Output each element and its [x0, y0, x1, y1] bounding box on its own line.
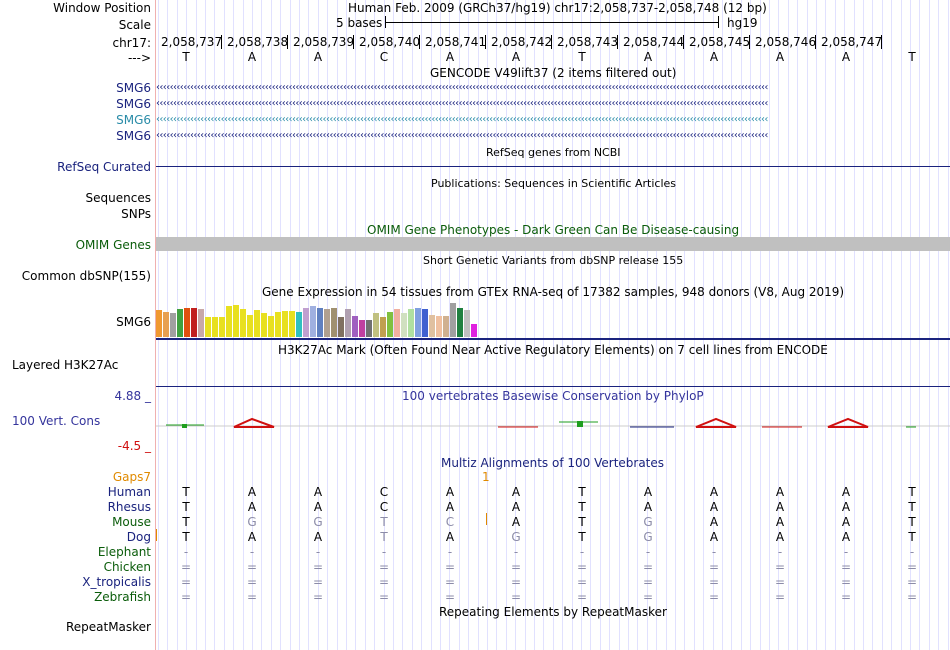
gtex-tissue-bar[interactable] — [275, 312, 281, 337]
alignment-base: T — [578, 515, 586, 529]
gtex-tissue-bar[interactable] — [471, 324, 477, 337]
alignment-base: = — [642, 590, 654, 604]
alignment-base: = — [378, 590, 390, 604]
alignment-base: T — [578, 485, 586, 499]
dog-insertion-marker — [156, 529, 157, 541]
alignment-base: A — [841, 530, 851, 544]
species-label-human[interactable]: Human — [107, 485, 151, 499]
alignment-base: = — [444, 560, 456, 574]
alignment-base: - — [579, 545, 585, 559]
alignment-base: = — [906, 590, 918, 604]
gtex-tissue-bar[interactable] — [415, 308, 421, 337]
alignment-base: - — [447, 545, 453, 559]
publications-sequences-label[interactable]: Sequences — [85, 191, 151, 205]
alignment-base: = — [180, 560, 192, 574]
alignment-base: = — [642, 560, 654, 574]
gtex-tissue-bar[interactable] — [338, 317, 344, 337]
publications-track-title[interactable]: Publications: Sequences in Scientific Articles — [431, 177, 676, 190]
alignment-base: = — [378, 575, 390, 589]
alignment-base: A — [775, 485, 785, 499]
reference-base: T — [578, 50, 586, 64]
ruler-position: 2,058,745 — [689, 35, 751, 49]
gtex-tissue-bar[interactable] — [247, 315, 253, 337]
gtex-tissue-bar[interactable] — [464, 310, 470, 337]
alignment-base: A — [775, 515, 785, 529]
reference-base: A — [313, 50, 323, 64]
refseq-label[interactable]: RefSeq Curated — [57, 160, 151, 174]
gtex-tissue-bar[interactable] — [394, 309, 400, 337]
alignment-base: - — [711, 545, 717, 559]
alignment-base: = — [906, 575, 918, 589]
refseq-track-title[interactable]: RefSeq genes from NCBI — [486, 146, 621, 159]
alignment-base: T — [578, 500, 586, 514]
alignment-base: = — [840, 560, 852, 574]
gtex-tissue-bar[interactable] — [457, 308, 463, 337]
alignment-base: A — [445, 500, 455, 514]
gtex-tissue-bar[interactable] — [184, 308, 190, 337]
alignment-base: - — [645, 545, 651, 559]
multiz-track-title[interactable]: Multiz Alignments of 100 Vertebrates — [441, 456, 665, 470]
gtex-tissue-bar[interactable] — [422, 309, 428, 337]
gtex-tissue-bar[interactable] — [317, 308, 323, 337]
alignment-base: - — [909, 545, 915, 559]
gtex-tissue-bar[interactable] — [303, 308, 309, 337]
gtex-tissue-bar[interactable] — [366, 320, 372, 337]
reference-base: C — [379, 50, 389, 64]
chrom-label: chr17: — [112, 36, 151, 50]
gencode-transcript-3[interactable]: ‹‹‹‹‹‹‹‹‹‹‹‹‹‹‹‹‹‹‹‹‹‹‹‹‹‹‹‹‹‹‹‹‹‹‹‹‹‹‹‹‹‹‹‹‹‹‹‹‹‹‹‹‹‹‹‹‹‹‹‹‹‹‹‹‹‹‹‹‹‹‹‹‹‹‹‹‹‹‹‹‹‹‹‹‹‹‹‹‹‹‹‹‹‹‹‹‹‹‹‹‹‹‹‹‹‹‹‹‹‹‹‹‹‹‹‹‹‹‹‹‹‹‹‹‹‹‹‹‹‹‹‹‹‹‹‹‹‹‹‹‹‹‹‹‹‹‹‹‹‹‹‹‹‹‹‹‹‹‹‹‹‹‹‹‹‹‹‹‹‹‹‹‹‹‹‹‹‹‹‹ — [156, 114, 768, 125]
gtex-tissue-bar[interactable] — [331, 308, 337, 337]
phylop-max-label: 4.88 _ — [114, 389, 151, 403]
ruler-position: 2,058,740 — [359, 35, 421, 49]
alignment-base: - — [777, 545, 783, 559]
alignment-base: = — [708, 590, 720, 604]
alignment-base: G — [511, 530, 521, 544]
alignment-base: C — [379, 485, 389, 499]
alignment-base: = — [576, 575, 588, 589]
strand-label: ---> — [127, 51, 151, 65]
scale-bases-text: 5 bases — [336, 16, 383, 30]
omim-track-title[interactable]: OMIM Gene Phenotypes - Dark Green Can Be Disease-causing — [367, 223, 740, 237]
alignment-base: = — [642, 575, 654, 589]
alignment-base: T — [908, 485, 916, 499]
alignment-base: = — [576, 590, 588, 604]
publications-snps-label[interactable]: SNPs — [121, 207, 151, 221]
dbsnp-track-title[interactable]: Short Genetic Variants from dbSNP release 155 — [423, 254, 684, 267]
gtex-tissue-bar[interactable] — [443, 316, 449, 337]
gtex-tissue-bar[interactable] — [289, 311, 295, 337]
species-label-zebrafish[interactable]: Zebrafish — [94, 590, 151, 604]
gencode-label-3[interactable]: SMG6 — [116, 113, 151, 127]
omim-gene-bar[interactable] — [156, 237, 950, 251]
gencode-label-2[interactable]: SMG6 — [116, 97, 151, 111]
species-label-rhesus[interactable]: Rhesus — [107, 500, 151, 514]
scale-bar-right-tick — [718, 16, 719, 28]
gtex-tissue-bar[interactable] — [310, 306, 316, 337]
alignment-base: A — [841, 515, 851, 529]
alignment-base: T — [182, 485, 190, 499]
gtex-tissue-bar[interactable] — [450, 303, 456, 337]
alignment-base: A — [511, 485, 521, 499]
gtex-label[interactable]: SMG6 — [116, 315, 151, 329]
alignment-base: C — [379, 500, 389, 514]
phylop-signal[interactable] — [156, 405, 950, 445]
alignment-base: G — [313, 515, 323, 529]
gap-count-marker[interactable]: 1 — [482, 470, 490, 484]
alignment-base: = — [378, 560, 390, 574]
ruler-position: 2,058,742 — [491, 35, 553, 49]
alignment-base: A — [775, 530, 785, 544]
h3k27ac-divider — [156, 386, 950, 387]
gtex-tissue-bar[interactable] — [282, 311, 288, 337]
gencode-transcript-4[interactable]: ‹‹‹‹‹‹‹‹‹‹‹‹‹‹‹‹‹‹‹‹‹‹‹‹‹‹‹‹‹‹‹‹‹‹‹‹‹‹‹‹‹‹‹‹‹‹‹‹‹‹‹‹‹‹‹‹‹‹‹‹‹‹‹‹‹‹‹‹‹‹‹‹‹‹‹‹‹‹‹‹‹‹‹‹‹‹‹‹‹‹‹‹‹‹‹‹‹‹‹‹‹‹‹‹‹‹‹‹‹‹‹‹‹‹‹‹‹‹‹‹‹‹‹‹‹‹‹‹‹‹‹‹‹‹‹‹‹‹‹‹‹‹‹‹‹‹‹‹‹‹‹‹‹‹‹‹‹‹‹‹‹‹‹‹‹‹‹‹‹‹‹‹‹‹‹‹‹‹‹‹ — [156, 130, 768, 141]
gtex-tissue-bar[interactable] — [240, 309, 246, 337]
gtex-tissue-bar[interactable] — [345, 309, 351, 337]
alignment-base: - — [513, 545, 519, 559]
alignment-base: T — [380, 530, 388, 544]
ruler-position: 2,058,744 — [623, 35, 685, 49]
alignment-base: A — [709, 530, 719, 544]
alignment-base: = — [180, 575, 192, 589]
gtex-tissue-bar[interactable] — [359, 320, 365, 337]
alignment-base: A — [313, 530, 323, 544]
phylop-track-title[interactable]: 100 vertebrates Basewise Conservation by PhyloP — [402, 389, 704, 403]
gtex-tissue-bar[interactable] — [380, 317, 386, 337]
ruler-position: 2,058,746 — [755, 35, 817, 49]
gtex-track-title[interactable]: Gene Expression in 54 tissues from GTEx RNA-seq of 17382 samples, 948 donors (V8, Aug 2019) — [262, 285, 845, 299]
species-label-elephant[interactable]: Elephant — [97, 545, 151, 559]
alignment-base: = — [840, 590, 852, 604]
reference-base: T — [182, 50, 190, 64]
ruler-position: 2,058,747 — [821, 35, 883, 49]
alignment-base: = — [510, 575, 522, 589]
phylop-label[interactable]: 100 Vert. Cons — [12, 414, 101, 428]
alignment-base: A — [643, 500, 653, 514]
mouse-insertion-marker — [486, 513, 487, 525]
alignment-base: = — [444, 590, 456, 604]
alignment-base: = — [906, 560, 918, 574]
alignment-base: T — [380, 515, 388, 529]
alignment-base: T — [182, 500, 190, 514]
alignment-base: A — [709, 515, 719, 529]
alignment-base: G — [643, 515, 653, 529]
assembly-label: hg19 — [727, 16, 758, 30]
gtex-tissue-bar[interactable] — [177, 309, 183, 337]
gtex-tissue-bar[interactable] — [268, 316, 274, 337]
gtex-tissue-bar[interactable] — [401, 313, 407, 337]
alignment-base: - — [315, 545, 321, 559]
phylop-min-label: -4.5 _ — [117, 439, 151, 453]
repeatmasker-track-title[interactable]: Repeating Elements by RepeatMasker — [439, 605, 667, 619]
ruler-position: 2,058,737 — [161, 35, 223, 49]
alignment-base: A — [313, 500, 323, 514]
omim-label[interactable]: OMIM Genes — [75, 238, 151, 252]
reference-base: A — [709, 50, 719, 64]
alignment-base: A — [643, 485, 653, 499]
alignment-base: A — [775, 500, 785, 514]
species-label-chicken[interactable]: Chicken — [103, 560, 151, 574]
gtex-tissue-bar[interactable] — [408, 309, 414, 337]
phylop-mark — [182, 424, 187, 428]
alignment-base: = — [180, 590, 192, 604]
alignment-base: A — [247, 500, 257, 514]
alignment-base: = — [312, 575, 324, 589]
gtex-tissue-bar[interactable] — [373, 313, 379, 337]
ruler-position: 2,058,741 — [425, 35, 487, 49]
gtex-tissue-bar[interactable] — [205, 317, 211, 337]
alignment-base: A — [709, 485, 719, 499]
alignment-base: - — [183, 545, 189, 559]
gtex-tissue-bar[interactable] — [233, 305, 239, 337]
alignment-base: A — [247, 485, 257, 499]
gtex-tissue-bar[interactable] — [261, 313, 267, 337]
gtex-tissue-bar[interactable] — [436, 316, 442, 337]
alignment-base: T — [908, 500, 916, 514]
alignment-base: = — [774, 560, 786, 574]
track-label-column — [0, 0, 155, 650]
alignment-base: - — [249, 545, 255, 559]
refseq-gene-line[interactable] — [156, 166, 950, 167]
alignment-base: = — [840, 575, 852, 589]
alignment-base: = — [246, 560, 258, 574]
alignment-base: = — [312, 590, 324, 604]
phylop-mark — [577, 421, 583, 427]
species-label-dog[interactable]: Dog — [126, 530, 151, 544]
alignment-base: = — [444, 575, 456, 589]
ruler-position: 2,058,739 — [293, 35, 355, 49]
h3k27ac-track-title[interactable]: H3K27Ac Mark (Often Found Near Active Regulatory Elements) on 7 cell lines from ENCODE — [278, 343, 828, 357]
gencode-transcript-2[interactable]: ‹‹‹‹‹‹‹‹‹‹‹‹‹‹‹‹‹‹‹‹‹‹‹‹‹‹‹‹‹‹‹‹‹‹‹‹‹‹‹‹‹‹‹‹‹‹‹‹‹‹‹‹‹‹‹‹‹‹‹‹‹‹‹‹‹‹‹‹‹‹‹‹‹‹‹‹‹‹‹‹‹‹‹‹‹‹‹‹‹‹‹‹‹‹‹‹‹‹‹‹‹‹‹‹‹‹‹‹‹‹‹‹‹‹‹‹‹‹‹‹‹‹‹‹‹‹‹‹‹‹‹‹‹‹‹‹‹‹‹‹‹‹‹‹‹‹‹‹‹‹‹‹‹‹‹‹‹‹‹‹‹‹‹‹‹‹‹‹‹‹‹‹‹‹‹‹‹‹‹‹ — [156, 98, 768, 109]
gtex-tissue-bar[interactable] — [163, 312, 169, 337]
window-position-label: Window Position — [53, 1, 151, 15]
alignment-base: = — [246, 590, 258, 604]
alignment-base: A — [841, 500, 851, 514]
alignment-base: - — [381, 545, 387, 559]
reference-base: A — [643, 50, 653, 64]
alignment-base: = — [510, 590, 522, 604]
window-position-value: Human Feb. 2009 (GRCh37/hg19) chr17:2,058,737-2,058,748 (12 bp) — [348, 1, 767, 15]
gtex-tissue-bar[interactable] — [324, 309, 330, 337]
gtex-tissue-bar[interactable] — [254, 310, 260, 337]
alignment-base: A — [247, 530, 257, 544]
ruler-position: 2,058,738 — [227, 35, 289, 49]
alignment-base: A — [511, 515, 521, 529]
gtex-tissue-bar[interactable] — [170, 313, 176, 337]
alignment-base: A — [511, 500, 521, 514]
alignment-base: = — [510, 560, 522, 574]
ruler-position: 2,058,743 — [557, 35, 619, 49]
gencode-track-title[interactable]: GENCODE V49lift37 (2 items filtered out) — [430, 66, 677, 80]
alignment-base: T — [908, 530, 916, 544]
alignment-base: G — [643, 530, 653, 544]
gtex-tissue-bar[interactable] — [296, 312, 302, 337]
reference-base: A — [511, 50, 521, 64]
alignment-base: A — [445, 485, 455, 499]
repeatmasker-label[interactable]: RepeatMasker — [65, 620, 151, 634]
gtex-tissue-bar[interactable] — [352, 316, 358, 337]
gtex-divider — [156, 338, 950, 340]
alignment-base: T — [578, 530, 586, 544]
species-label-mouse[interactable]: Mouse — [112, 515, 151, 529]
alignment-base: G — [247, 515, 257, 529]
gtex-tissue-bar[interactable] — [212, 317, 218, 337]
gtex-tissue-bar[interactable] — [156, 310, 162, 337]
gtex-tissue-bar[interactable] — [387, 312, 393, 337]
reference-base: A — [247, 50, 257, 64]
gaps-label[interactable]: Gaps7 — [112, 470, 151, 484]
dbsnp-label[interactable]: Common dbSNP(155) — [21, 269, 151, 283]
gtex-tissue-bar[interactable] — [219, 317, 225, 337]
alignment-base: = — [312, 560, 324, 574]
gtex-tissue-bar[interactable] — [429, 315, 435, 337]
gtex-tissue-bar[interactable] — [198, 309, 204, 337]
alignment-base: = — [774, 590, 786, 604]
alignment-base: A — [709, 500, 719, 514]
alignment-base: A — [841, 485, 851, 499]
alignment-base: = — [246, 575, 258, 589]
scale-label: Scale — [118, 18, 151, 32]
gtex-tissue-bar[interactable] — [226, 306, 232, 337]
alignment-base: C — [445, 515, 455, 529]
alignment-base: A — [445, 530, 455, 544]
alignment-base: = — [708, 560, 720, 574]
scale-bar — [385, 22, 718, 23]
reference-base: T — [908, 50, 916, 64]
alignment-base: = — [708, 575, 720, 589]
gencode-transcript-1[interactable]: ‹‹‹‹‹‹‹‹‹‹‹‹‹‹‹‹‹‹‹‹‹‹‹‹‹‹‹‹‹‹‹‹‹‹‹‹‹‹‹‹‹‹‹‹‹‹‹‹‹‹‹‹‹‹‹‹‹‹‹‹‹‹‹‹‹‹‹‹‹‹‹‹‹‹‹‹‹‹‹‹‹‹‹‹‹‹‹‹‹‹‹‹‹‹‹‹‹‹‹‹‹‹‹‹‹‹‹‹‹‹‹‹‹‹‹‹‹‹‹‹‹‹‹‹‹‹‹‹‹‹‹‹‹‹‹‹‹‹‹‹‹‹‹‹‹‹‹‹‹‹‹‹‹‹‹‹‹‹‹‹‹‹‹‹‹‹‹‹‹‹‹‹‹‹‹‹‹‹‹‹ — [156, 82, 768, 93]
track-area[interactable] — [156, 0, 950, 650]
alignment-base: A — [313, 485, 323, 499]
reference-base: A — [445, 50, 455, 64]
alignment-base: = — [576, 560, 588, 574]
reference-base: A — [841, 50, 851, 64]
h3k27ac-label[interactable]: Layered H3K27Ac — [12, 358, 119, 372]
species-label-xtropicalis[interactable]: X_tropicalis — [82, 575, 151, 589]
alignment-base: T — [908, 515, 916, 529]
gencode-label-1[interactable]: SMG6 — [116, 81, 151, 95]
gencode-label-4[interactable]: SMG6 — [116, 129, 151, 143]
alignment-base: T — [182, 530, 190, 544]
alignment-base: = — [774, 575, 786, 589]
reference-base: A — [775, 50, 785, 64]
alignment-base: T — [182, 515, 190, 529]
gtex-tissue-bar[interactable] — [191, 308, 197, 337]
gtex-bar-chart[interactable] — [156, 299, 536, 337]
alignment-base: - — [843, 545, 849, 559]
